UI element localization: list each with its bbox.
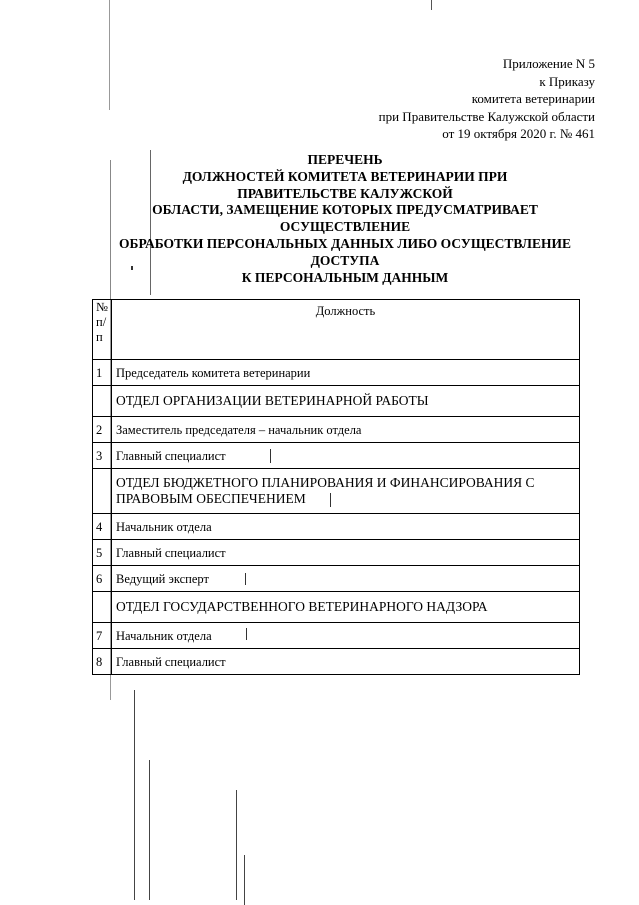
scan-artifact-line bbox=[109, 0, 110, 110]
department-row bbox=[93, 386, 580, 417]
row-position: Главный специалист bbox=[112, 443, 580, 469]
title-line: ДОЛЖНОСТЕЙ КОМИТЕТА ВЕТЕРИНАРИИ ПРИ bbox=[182, 168, 508, 184]
row-number: 3 bbox=[93, 443, 112, 469]
row-position: Председатель комитета ветеринарии bbox=[112, 360, 580, 386]
title-line: К ПЕРСОНАЛЬНЫМ ДАННЫМ bbox=[241, 269, 449, 285]
table-header-row bbox=[93, 300, 580, 360]
scan-artifact-line bbox=[431, 0, 432, 10]
row-number: 1 bbox=[93, 360, 112, 386]
row-number: 2 bbox=[93, 417, 112, 443]
row-position: Начальник отдела bbox=[112, 514, 580, 540]
title-line: ДОСТУПА bbox=[310, 252, 380, 268]
department-name: ОТДЕЛ БЮДЖЕТНОГО ПЛАНИРОВАНИЯ И ФИНАНСИРОВАНИЯ С ПРАВОВЫМ ОБЕСПЕЧЕНИЕМ bbox=[112, 469, 580, 514]
scan-artifact-line bbox=[149, 760, 150, 900]
title-line: ПЕРЕЧЕНЬ bbox=[307, 152, 383, 167]
scan-artifact-line bbox=[236, 790, 237, 900]
appendix-government: при Правительстве Калужской области bbox=[378, 108, 595, 124]
row-number bbox=[93, 592, 112, 623]
table-row bbox=[93, 649, 580, 675]
header-number-line: п bbox=[96, 330, 103, 344]
row-number: 4 bbox=[93, 514, 112, 540]
row-position: Начальник отдела bbox=[112, 623, 580, 649]
row-number: 8 bbox=[93, 649, 112, 675]
table-row bbox=[93, 417, 580, 443]
table-row bbox=[93, 360, 580, 386]
header-number-line: п/ bbox=[96, 315, 107, 329]
department-row bbox=[93, 592, 580, 623]
row-position: Заместитель председателя – начальник отдела bbox=[112, 417, 580, 443]
title-line: ПРАВИТЕЛЬСТВЕ КАЛУЖСКОЙ bbox=[237, 185, 453, 201]
title-line: ОСУЩЕСТВЛЕНИЕ bbox=[279, 219, 411, 235]
row-position: Главный специалист bbox=[112, 540, 580, 566]
row-number: 7 bbox=[93, 623, 112, 649]
department-name: ОТДЕЛ ГОСУДАРСТВЕННОГО ВЕТЕРИНАРНОГО НАДЗОРА bbox=[112, 592, 580, 623]
header-number-cell bbox=[93, 300, 112, 360]
appendix-committee: комитета ветеринарии bbox=[471, 91, 595, 106]
title-line: ОБРАБОТКИ ПЕРСОНАЛЬНЫХ ДАННЫХ ЛИБО ОСУЩЕСТВЛЕНИЕ bbox=[119, 235, 571, 251]
table-row bbox=[93, 623, 580, 649]
row-number bbox=[93, 386, 112, 417]
appendix-number: Приложение N 5 bbox=[502, 56, 595, 71]
appendix-block bbox=[379, 55, 595, 143]
table-row bbox=[93, 540, 580, 566]
appendix-date: от 19 октября 2020 г. № 461 bbox=[442, 126, 595, 141]
table-row bbox=[93, 514, 580, 540]
scan-artifact-line bbox=[134, 690, 135, 900]
row-position: Главный специалист bbox=[112, 649, 580, 675]
header-position-cell: Должность bbox=[112, 300, 580, 360]
row-number: 5 bbox=[93, 540, 112, 566]
appendix-order-ref: к Приказу bbox=[539, 73, 595, 89]
table-row bbox=[93, 443, 580, 469]
header-number-line: № bbox=[96, 300, 108, 314]
document-title bbox=[100, 152, 590, 286]
row-position: Ведущий эксперт bbox=[112, 566, 580, 592]
title-line: ОБЛАСТИ, ЗАМЕЩЕНИЕ КОТОРЫХ ПРЕДУСМАТРИВАЕТ bbox=[152, 202, 538, 218]
row-number bbox=[93, 469, 112, 514]
table-row bbox=[93, 566, 580, 592]
positions-table bbox=[92, 299, 580, 675]
department-name: ОТДЕЛ ОРГАНИЗАЦИИ ВЕТЕРИНАРНОЙ РАБОТЫ bbox=[112, 386, 580, 417]
row-number: 6 bbox=[93, 566, 112, 592]
scan-artifact-line bbox=[244, 855, 245, 905]
department-row bbox=[93, 469, 580, 514]
